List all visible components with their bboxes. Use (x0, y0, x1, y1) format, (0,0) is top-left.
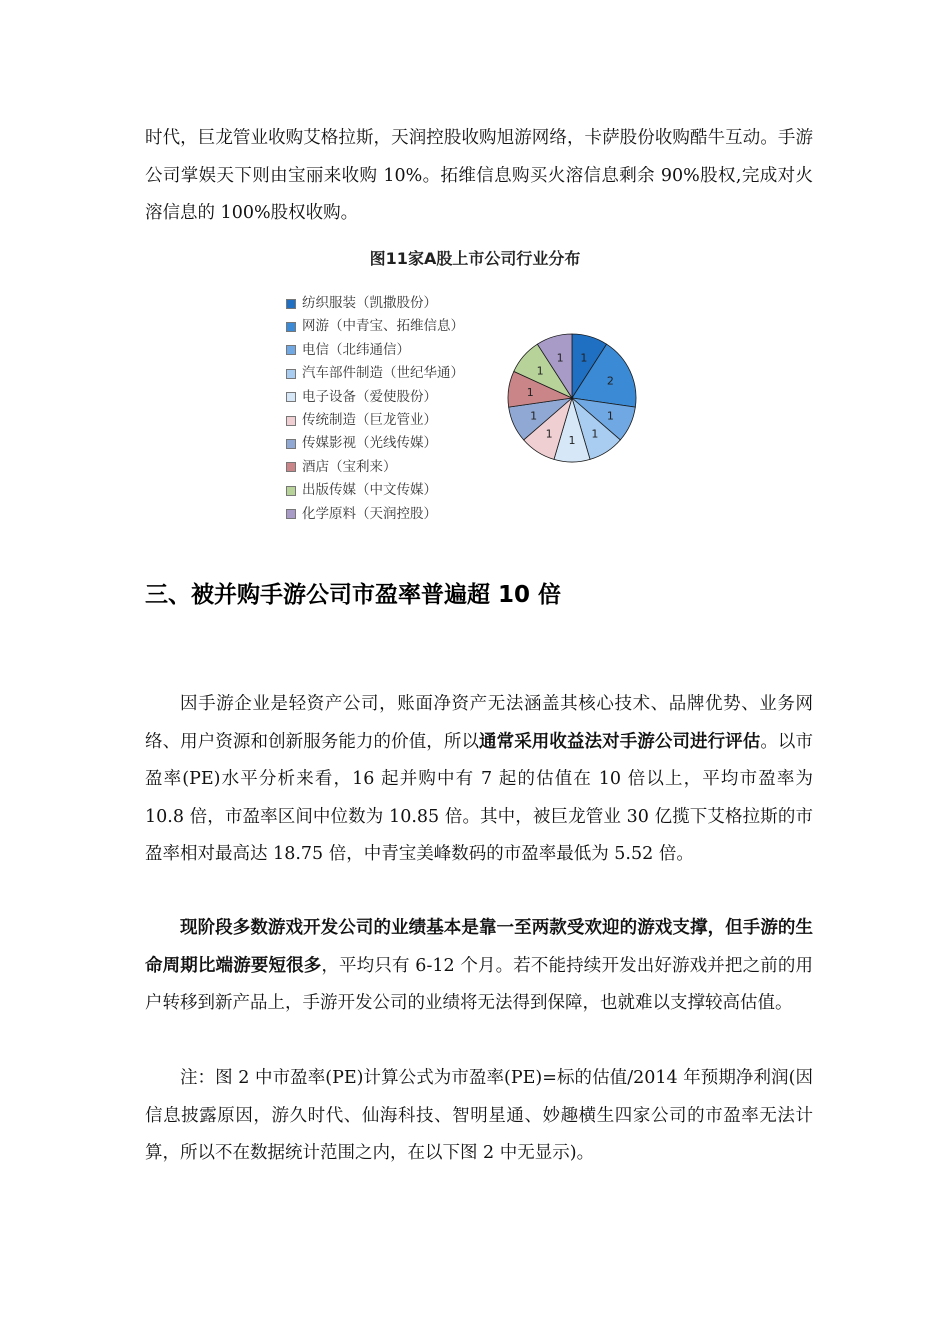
legend-label: 传媒影视（光线传媒） (302, 435, 437, 452)
legend-label: 汽车部件制造（世纪华通） (302, 365, 464, 382)
legend-item (286, 292, 464, 315)
legend-label: 化学原料（天润控股） (302, 505, 437, 522)
legend-label: 出版传媒（中文传媒） (302, 482, 437, 499)
legend-swatch (286, 462, 296, 472)
pie-slice-label: 1 (580, 351, 588, 365)
legend-item (286, 315, 464, 338)
industry-pie-figure (210, 238, 740, 528)
pie-slice-label: 1 (526, 385, 534, 399)
legend-label: 纺织服装（凯撒股份） (302, 295, 437, 311)
legend-swatch (286, 486, 296, 496)
legend-swatch (286, 439, 296, 449)
legend-item (286, 456, 464, 479)
valuation-emphasis: 通常采用收益法对手游公司进行评估 (479, 731, 761, 752)
section-heading: 三、被并购手游公司市盈率普遍超 10 倍 (145, 582, 562, 608)
pie-slice-label: 1 (606, 409, 614, 423)
valuation-text-2: 。以市盈率(PE)水平分析来看，16 起并购中有 7 起的估值在 10 倍以上，平均市盈率为 10.8 倍，市盈率区间中位数为 10.85 倍。其中，被巨龙管业 30 亿揽下艾格拉斯的市盈率相对最高达 18.75 倍，中青宝美峰数码的市盈率最低为 5.52 倍。 (145, 731, 814, 864)
legend-item (286, 409, 464, 432)
legend-swatch (286, 509, 296, 519)
legend-item (286, 479, 464, 502)
valuation-text-1: 因手游企业是轻资产公司，账面净资产无法涵盖其核心技术、品牌优势、业务网络、用户资源和创新服务能力的价值，所以 (145, 694, 813, 752)
pie-slice-label: 2 (606, 374, 614, 388)
intro-paragraph: 时代，巨龙管业收购艾格拉斯，天润控股收购旭游网络，卡萨股份收购酷牛互动。手游公司掌娱天下则由宝丽来收购 10%。拓维信息购买火溶信息剩余 90%股权,完成对火溶信息的 100%股权收购。 (145, 128, 813, 223)
legend-swatch (286, 299, 296, 309)
chart-title: 图11家A股上市公司行业分布 (369, 249, 581, 268)
valuation-paragraph (145, 686, 813, 874)
legend-label: 传统制造（巨龙管业） (302, 411, 437, 428)
pie-chart (502, 328, 642, 468)
note-paragraph: 注：图 2 中市盈率(PE)计算公式为市盈率(PE)=标的估值/2014 年预期净利润(因信息披露原因，游久时代、仙海科技、智明星通、妙趣横生四家公司的市盈率无法计算，所以不在数据统计范围之内，在以下图 2 中无显示)。 (145, 1068, 813, 1163)
legend-item (286, 386, 464, 409)
pie-slice-label: 1 (536, 364, 544, 378)
legend-item (286, 339, 464, 362)
pie-slice-label: 1 (568, 434, 576, 448)
lifecycle-paragraph (145, 910, 813, 1023)
legend-swatch (286, 416, 296, 426)
legend-item (286, 362, 464, 385)
legend-label: 电子设备（爱使股份） (302, 388, 437, 405)
lifecycle-emphasis: 现阶段多数游戏开发公司的业绩基本是靠一至两款受欢迎的游戏支撑，但手游的生命周期比端游要短很多 (145, 918, 813, 976)
legend-swatch (286, 322, 296, 332)
legend-item (286, 432, 464, 455)
legend-swatch (286, 392, 296, 402)
pie-slice-label: 1 (545, 427, 553, 441)
pie-slice-label: 1 (591, 427, 599, 441)
chart-legend (286, 292, 464, 526)
legend-label: 电信（北纬通信） (302, 341, 410, 358)
legend-swatch (286, 369, 296, 379)
legend-label: 网游（中青宝、拓维信息） (302, 318, 464, 335)
legend-item (286, 503, 464, 526)
legend-swatch (286, 345, 296, 355)
lifecycle-text: ，平均只有 6-12 个月。若不能持续开发出好游戏并把之前的用户转移到新产品上，手游开发公司的业绩将无法得到保障，也就难以支撑较高估值。 (145, 955, 813, 1013)
legend-label: 酒店（宝利来） (302, 458, 397, 475)
pie-slice-label: 1 (556, 351, 564, 365)
pie-slice-label: 1 (530, 409, 538, 423)
